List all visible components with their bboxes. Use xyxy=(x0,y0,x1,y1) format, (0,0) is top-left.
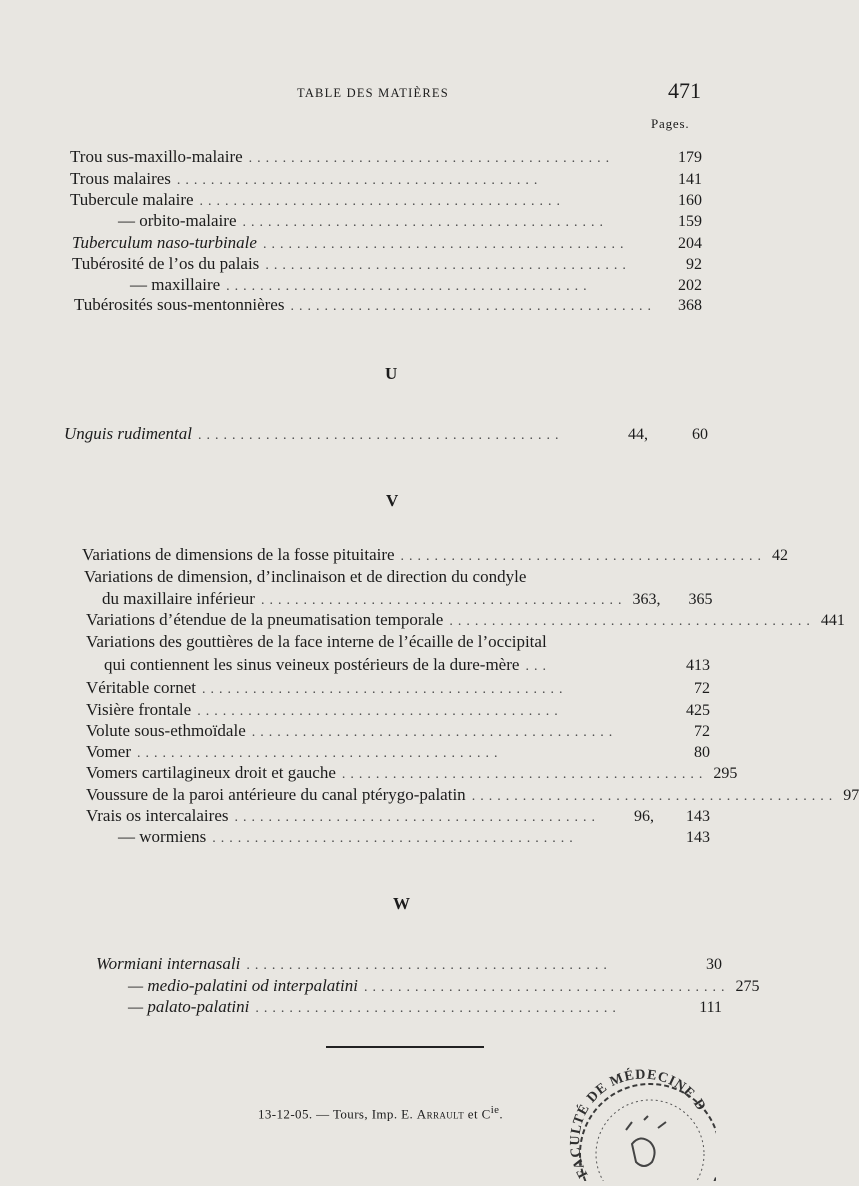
entry-text: Tubérosités sous-mentonnières xyxy=(74,295,285,314)
entry-text: Vomers cartilagineux droit et gauche xyxy=(86,763,336,782)
entry-pages-second: 143 xyxy=(686,808,710,825)
leader-dots: ........................................... xyxy=(137,746,503,761)
entry-pages: 111 xyxy=(699,999,722,1016)
entry-text: Volute sous-ethmoïdale xyxy=(86,721,246,740)
index-entry xyxy=(72,232,702,254)
index-entry xyxy=(86,762,738,784)
entry-text: qui contiennent les sinus veineux postérieurs de la dure-mère xyxy=(104,655,520,674)
leader-dots: ........................................... xyxy=(251,725,618,740)
entry-text: Variations d’étendue de la pneumatisation temporale xyxy=(86,610,444,629)
index-entry xyxy=(104,654,710,676)
entry-text: Trou sus-maxillo-malaire xyxy=(70,147,243,166)
entry-text: Vomer xyxy=(86,742,132,761)
leader-dots: ........................................... xyxy=(212,831,578,846)
entry-pages: 368 xyxy=(678,297,702,314)
entry-pages: 204 xyxy=(678,235,702,252)
entry-text: Tubercule malaire xyxy=(70,190,194,209)
index-entry xyxy=(118,210,702,232)
stamp-text: FACULTÉ DE MÉDECINE D xyxy=(567,1067,709,1181)
entry-text: — medio-palatini od interpalatini xyxy=(128,976,358,995)
entry-pages: 160 xyxy=(678,192,702,209)
entry-pages: 275 xyxy=(735,978,760,995)
page-number: 471 xyxy=(668,78,701,103)
leader-dots: ........................................... xyxy=(255,1001,621,1016)
entry-pages: 179 xyxy=(678,149,702,166)
entry-text: Voussure de la paroi antérieure du canal ptérygo-palatin xyxy=(86,785,466,804)
index-entry xyxy=(82,544,789,566)
printer-imprint xyxy=(258,1104,503,1122)
pages-column-label: Pages. xyxy=(651,116,690,131)
imprint-printer: Arrault xyxy=(416,1106,465,1122)
entry-pages-second: 365 xyxy=(688,591,713,608)
leader-dots: ........................................... xyxy=(265,258,631,273)
entry-pages-second: 60 xyxy=(692,426,708,443)
index-entry xyxy=(70,146,702,168)
leader-dots: ........................................... xyxy=(341,767,708,782)
closing-rule xyxy=(326,1046,484,1048)
entry-pages: 141 xyxy=(678,171,702,188)
entry-text: Wormiani internasali xyxy=(96,954,241,973)
index-entry xyxy=(86,677,710,699)
entry-text: Véritable cornet xyxy=(86,678,196,697)
leader-dots: ........................................... xyxy=(363,980,730,995)
entry-pages: 92 xyxy=(686,256,702,273)
leader-dots: ........................................... xyxy=(248,151,615,166)
entry-text: Variations de dimensions de la fosse pituitaire xyxy=(82,545,395,564)
entry-pages: 72 xyxy=(694,723,710,740)
entry-pages: 72 xyxy=(694,680,710,697)
entry-text-line: Variations des gouttières de la face interne de l’écaille de l’occipital xyxy=(86,632,547,651)
entry-text: — maxillaire xyxy=(130,275,221,294)
index-entry xyxy=(86,720,710,742)
entry-pages: 159 xyxy=(678,213,702,230)
leader-dots: ........................................... xyxy=(197,428,564,443)
leader-dots: ........................................... xyxy=(449,614,815,629)
entry-pages: 425 xyxy=(686,702,710,719)
entry-text: Tubérosité de l’os du palais xyxy=(72,254,260,273)
index-entry xyxy=(74,294,702,316)
entry-text: Visière frontale xyxy=(86,700,192,719)
leader-dots: ........................................... xyxy=(400,549,767,564)
leader-dots: ........................................... xyxy=(197,704,563,719)
running-title: TABLE DES MATIÈRES xyxy=(297,86,449,100)
index-entry xyxy=(70,189,702,211)
leader-dots: ........................................... xyxy=(201,682,568,697)
entry-pages: 295 xyxy=(713,765,738,782)
section-letter: U xyxy=(385,364,399,383)
entry-text: — orbito-malaire xyxy=(118,211,237,230)
imprint-sup: ie xyxy=(490,1104,500,1116)
leader-dots: ........................................... xyxy=(234,810,600,825)
index-entry xyxy=(86,805,710,827)
entry-text: Trous malaires xyxy=(70,169,171,188)
library-stamp-icon xyxy=(566,1050,716,1181)
leader-dots: ........................................... xyxy=(471,789,838,804)
leader-dots: ........................................... xyxy=(226,279,592,294)
index-entry xyxy=(86,609,845,631)
index-entry xyxy=(86,741,710,763)
entry-pages: 413 xyxy=(686,657,710,674)
imprint-end: . xyxy=(499,1106,503,1122)
entry-text-line: Variations de dimension, d’inclinaison et de direction du condyle xyxy=(84,567,527,586)
entry-text: Tuberculum naso-turbinale xyxy=(72,233,257,252)
entry-pages: 202 xyxy=(678,277,702,294)
entry-pages: 42 xyxy=(772,547,789,564)
index-entry xyxy=(102,588,713,610)
index-entry xyxy=(86,699,710,721)
entry-pages: 97 xyxy=(843,787,859,804)
entry-pages: 96, xyxy=(634,808,654,825)
entry-text: — wormiens xyxy=(118,827,207,846)
index-entry xyxy=(130,274,702,296)
leader-dots: ........................................... xyxy=(260,593,627,608)
entry-pages: 441 xyxy=(820,612,845,629)
leader-dots: ........................................... xyxy=(290,299,656,314)
entry-text: du maxillaire inférieur xyxy=(102,589,255,608)
leader-dots: ........................................... xyxy=(242,215,608,230)
index-entry xyxy=(72,253,702,275)
leader-dots: ........................................... xyxy=(199,194,566,209)
index-entry xyxy=(64,423,708,445)
entry-pages: 30 xyxy=(706,956,722,973)
section-letter: W xyxy=(393,894,411,913)
leader-dots: ........................................... xyxy=(262,237,629,252)
entry-pages: 80 xyxy=(694,744,710,761)
entry-pages: 143 xyxy=(686,829,710,846)
index-entry xyxy=(70,168,702,190)
index-entry xyxy=(128,996,722,1018)
index-entry xyxy=(86,784,859,806)
leader-dots: ... xyxy=(525,659,551,674)
leader-dots: ........................................... xyxy=(176,173,543,188)
index-entry xyxy=(118,826,710,848)
index-entry xyxy=(96,953,722,975)
entry-pages: 44, xyxy=(628,426,648,443)
imprint-suffix: et C xyxy=(464,1106,491,1122)
index-entry xyxy=(128,975,760,997)
entry-text: Vrais os intercalaires xyxy=(86,806,229,825)
entry-text: Unguis rudimental xyxy=(64,424,192,443)
entry-text: — palato-palatini xyxy=(128,997,250,1016)
entry-pages: 363, xyxy=(632,591,661,608)
section-letter: V xyxy=(386,491,400,510)
imprint-date: 13-12-05. — Tours, Imp. E. xyxy=(258,1106,417,1122)
leader-dots: ........................................... xyxy=(246,958,612,973)
